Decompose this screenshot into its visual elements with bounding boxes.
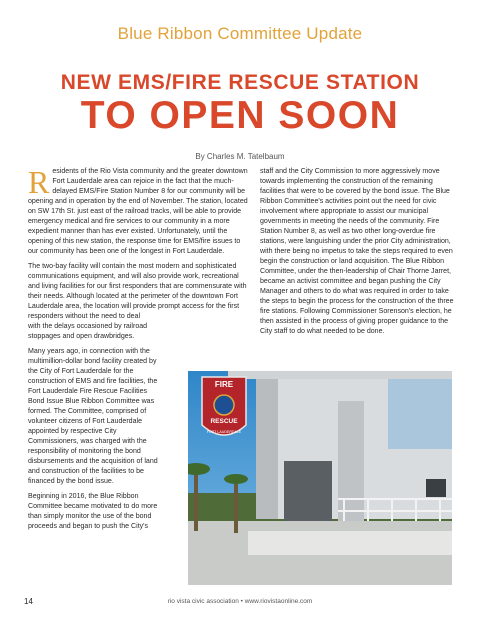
headline-line-2: TO OPEN SOON xyxy=(80,94,400,137)
bay-door xyxy=(284,461,332,521)
wall-pillar-left xyxy=(256,379,278,519)
paragraph-1 xyxy=(28,164,251,257)
glass-facade xyxy=(388,379,452,449)
wall-pillar-middle xyxy=(338,401,364,521)
roof-canopy xyxy=(228,371,452,379)
paragraph-3: Many years ago, in connection with the multimillion-dollar bond facility created by the City of Fort Lauderdale for the construction of EMS and fire facilities, the Fort Lauderdale Fire Rescue Facilities Bond Issue Blue Ribbon Committee was formed. The Committee, comprised of volunteer citizens of Fort Lauderdale appointed by respective City Commissioners, was charged with the responsibility of monitoring the bond disbursements and the acquisition of land and construction of the facilities to be financed by the bond issue. xyxy=(28,348,158,485)
paragraph-4: Beginning in 2016, the Blue Ribbon Committee became motivated to do more than simply monitor the use of the bond proceeds and began to push the City's xyxy=(28,493,158,530)
sidewalk xyxy=(248,531,452,555)
headline-line-1: NEW EMS/FIRE RESCUE STATION xyxy=(60,71,420,94)
article-column-right xyxy=(260,167,457,342)
footer-credit: rio vista civic association • www.riovistaonline.com xyxy=(167,598,313,605)
page-number: 14 xyxy=(24,597,33,606)
paragraph-2-continued: with the delays occasioned by railroad stoppages and open drawbridges. xyxy=(28,323,148,340)
byline: By Charles M. Tatelbaum xyxy=(195,152,285,161)
paragraph-2 xyxy=(28,262,251,322)
paragraph-5: staff and the City Commission to more aggressively move towards implementing the construction of the remaining facilities that were to be covered by the bond issue. The Blue Ribbon Committee's activities point out the need for civic involvement where appropriate to assist our municipal governments in meeting the needs of the community. Fire Station Number 8, as well as two other long-overdue fire stations, were languishing under the prior City administration, with there being no impetus to take the steps required to even begin the construction or land acquisition. The Blue Ribbon Committee, under the then-leadership of Chair Thorne Jarret, became an activist committee and began pushing the City Manager and others to do what was required in order to take the steps to begin the process for the construction of the three fire stations. Following Commissioner Sorenson's election, he then assisted in the process of giving proper guidance to the City staff to do what needed to be done. xyxy=(260,168,454,335)
section-kicker: Blue Ribbon Committee Update xyxy=(117,24,363,43)
drop-cap: R xyxy=(28,164,50,200)
window xyxy=(426,479,446,497)
emblem-middle-text: RESCUE xyxy=(210,418,238,425)
paragraph-2-text: The two-bay facility will contain the most modern and sophisticated communications equipment, and will also provide work, recreational and living facilities for our first responders that are commensurate with their needs. Although located at the perimeter of the downtown Fort Lauderdale area, the location will provide prompt access for the first responders without the need to deal xyxy=(28,263,247,320)
fire-station-photo xyxy=(188,371,452,585)
emblem-bottom-text: FORT LAUDERDALE xyxy=(206,430,242,434)
fire-station-illustration xyxy=(188,371,452,585)
fire-rescue-emblem xyxy=(202,377,246,435)
paragraph-1-text: esidents of the Rio Vista community and the greater downtown Fort Lauderdale area can rejoice in the fact that the much-delayed EMS/Fire Station Number 8 for our community will be opening and in operation by the end of November. The station, located on SW 17th St. just east of the railroad tracks, will be able to provide emergency medical and fire services to our community in a more expedient manner than has ever existed. Unfortunately, until the opening of this new station, the response time for EMS/fire issues to our community has been one of the longest in Fort Lauderdale. xyxy=(28,168,248,255)
emblem-top-text: FIRE xyxy=(214,380,234,389)
